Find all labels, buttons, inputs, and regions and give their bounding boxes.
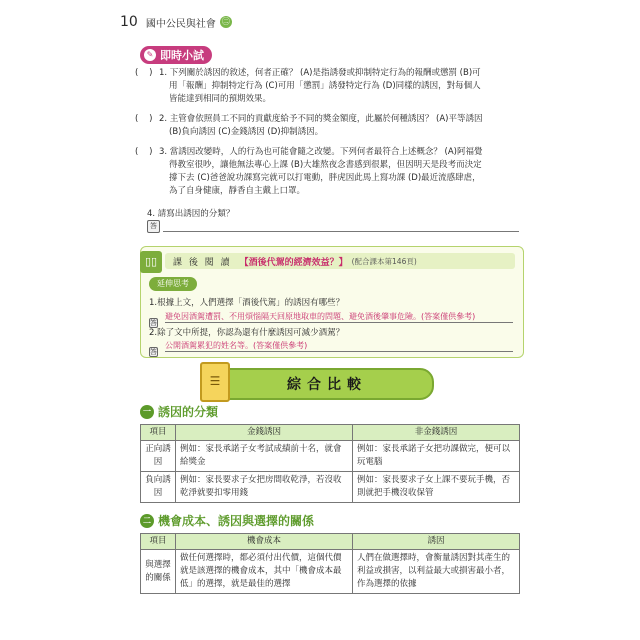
answer-paren: ( ) xyxy=(135,114,153,124)
row-label: 與選擇的關係 xyxy=(141,550,176,594)
table-row xyxy=(141,472,520,503)
question-1 xyxy=(135,67,520,107)
answer-icon: 答 xyxy=(150,319,157,327)
row-label: 負向誘因 xyxy=(141,472,176,503)
incentive-table xyxy=(140,424,520,503)
book-icon: ▯▯ xyxy=(140,251,162,273)
quiz-badge xyxy=(140,46,212,64)
reading-answer-1 xyxy=(149,310,513,327)
document-icon: ☰ xyxy=(200,362,230,402)
question-line: 1. 下列關於誘因的敘述，何者正確？ (A)是指誘發或抑制特定行為的報酬或懲罰 (B)可 xyxy=(159,68,481,78)
question-3 xyxy=(135,146,520,200)
answer-line xyxy=(165,351,513,352)
reading-topic: 【酒後代駕的經濟效益？】 xyxy=(239,257,348,268)
pencil-icon: ✎ xyxy=(144,49,156,61)
table-row xyxy=(141,441,520,472)
table-cell: 例如：家長要求子女上課不要玩手機，否則就把手機沒收保管 xyxy=(353,472,520,503)
answer-icon: 答 xyxy=(150,348,157,356)
question-line: 3. 當誘因改變時，人的行為也可能會隨之改變。下列何者最符合上述概念？ (A)阿福覺 xyxy=(159,147,483,157)
question-line: 撐下去 (C)爸爸說功課寫完就可以打電動，胖虎因此馬上寫功課 (D)最近流感肆虐， xyxy=(169,173,481,183)
reading-question-1: 1.根據上文，人們選擇「酒後代駕」的誘因有哪些？ xyxy=(149,298,345,308)
section-2-heading xyxy=(140,512,314,529)
answer-row[interactable] xyxy=(147,220,519,233)
answer-text: 公開酒駕累犯的姓名等。(答案僅供參考) xyxy=(165,341,308,350)
volume-badge-icon: ㊁ xyxy=(221,17,230,26)
answer-line xyxy=(163,231,519,232)
reading-title: 課 後 閱 讀 xyxy=(173,257,232,268)
book-title: 國中公民與社會 xyxy=(145,18,216,30)
reading-ref: (配合課本第146頁) xyxy=(351,256,417,266)
reading-header xyxy=(165,253,515,269)
reading-answer-2 xyxy=(149,339,513,356)
answer-paren: ( ) xyxy=(135,147,153,157)
answer-line xyxy=(165,322,513,323)
banner-title: 綜合比較 xyxy=(287,377,367,393)
question-2 xyxy=(135,113,520,141)
question-4: 4. 請寫出誘因的分類？ xyxy=(147,209,235,219)
row-label: 正向誘因 xyxy=(141,441,176,472)
reading-question-2: 2.除了文中所提，你認為還有什麼誘因可減少酒駕？ xyxy=(149,328,345,338)
col-header: 金錢誘因 xyxy=(176,425,353,441)
comparison-banner xyxy=(200,368,434,400)
table-cell: 例如：家長承諾子女把功課做完，便可以玩電腦 xyxy=(353,441,520,472)
col-header: 非金錢誘因 xyxy=(353,425,520,441)
section-title: 機會成本、誘因與選擇的關係 xyxy=(158,514,315,528)
question-line: 2. 主管會依照員工不同的貢獻度給予不同的獎金額度，此屬於何種誘因？ (A)平等誘因 xyxy=(159,114,483,124)
table-row xyxy=(141,550,520,594)
section-number: 一 xyxy=(140,405,154,419)
answer-text: 避免因酒駕遭罰、不用煩惱隔天回原地取車的問題、避免酒後肇事危險。(答案僅供參考) xyxy=(165,312,476,321)
page-header xyxy=(120,14,232,30)
section-title: 誘因的分類 xyxy=(158,405,219,419)
quiz-title: 即時小試 xyxy=(160,49,204,62)
reading-box xyxy=(140,246,524,358)
think-badge: 延伸思考 xyxy=(149,277,197,291)
table-cell: 人們在做選擇時，會衡量誘因對其產生的利益或損害，以利益最大或損害最小者，作為選擇的依據 xyxy=(353,550,520,594)
col-header: 項目 xyxy=(141,425,176,441)
col-header: 機會成本 xyxy=(176,534,353,550)
question-line: (B)負向誘因 (C)金錢誘因 (D)抑制誘因。 xyxy=(169,127,324,137)
question-line: 皆能達到相同的預期效果。 xyxy=(169,94,272,104)
choice-table xyxy=(140,533,520,594)
table-cell: 例如：家長要求子女把房間收乾淨，若沒收乾淨就要扣零用錢 xyxy=(176,472,353,503)
answer-paren: ( ) xyxy=(135,68,153,78)
table-cell: 例如：家長承諾子女考試成績前十名，就會給獎金 xyxy=(176,441,353,472)
question-line: 用「報酬」抑制特定行為 (C)可用「懲罰」誘發特定行為 (D)同樣的誘因，對每個人 xyxy=(169,81,481,91)
table-cell: 做任何選擇時，都必須付出代價，這個代價就是該選擇的機會成本，其中「機會成本最低」的選擇，就是最佳的選擇 xyxy=(176,550,353,594)
section-number: 二 xyxy=(140,514,154,528)
section-1-heading xyxy=(140,403,218,420)
question-line: 為了自身健康，靜香自主戴上口罩。 xyxy=(169,186,306,196)
answer-icon: 答 xyxy=(147,220,160,233)
col-header: 項目 xyxy=(141,534,176,550)
question-line: 得教室很吵，讓他無法專心上課 (B)大雄熬夜念書感到很累，但因明天是段考而決定 xyxy=(169,160,482,170)
page-number: 10 xyxy=(120,14,138,30)
col-header: 誘因 xyxy=(353,534,520,550)
